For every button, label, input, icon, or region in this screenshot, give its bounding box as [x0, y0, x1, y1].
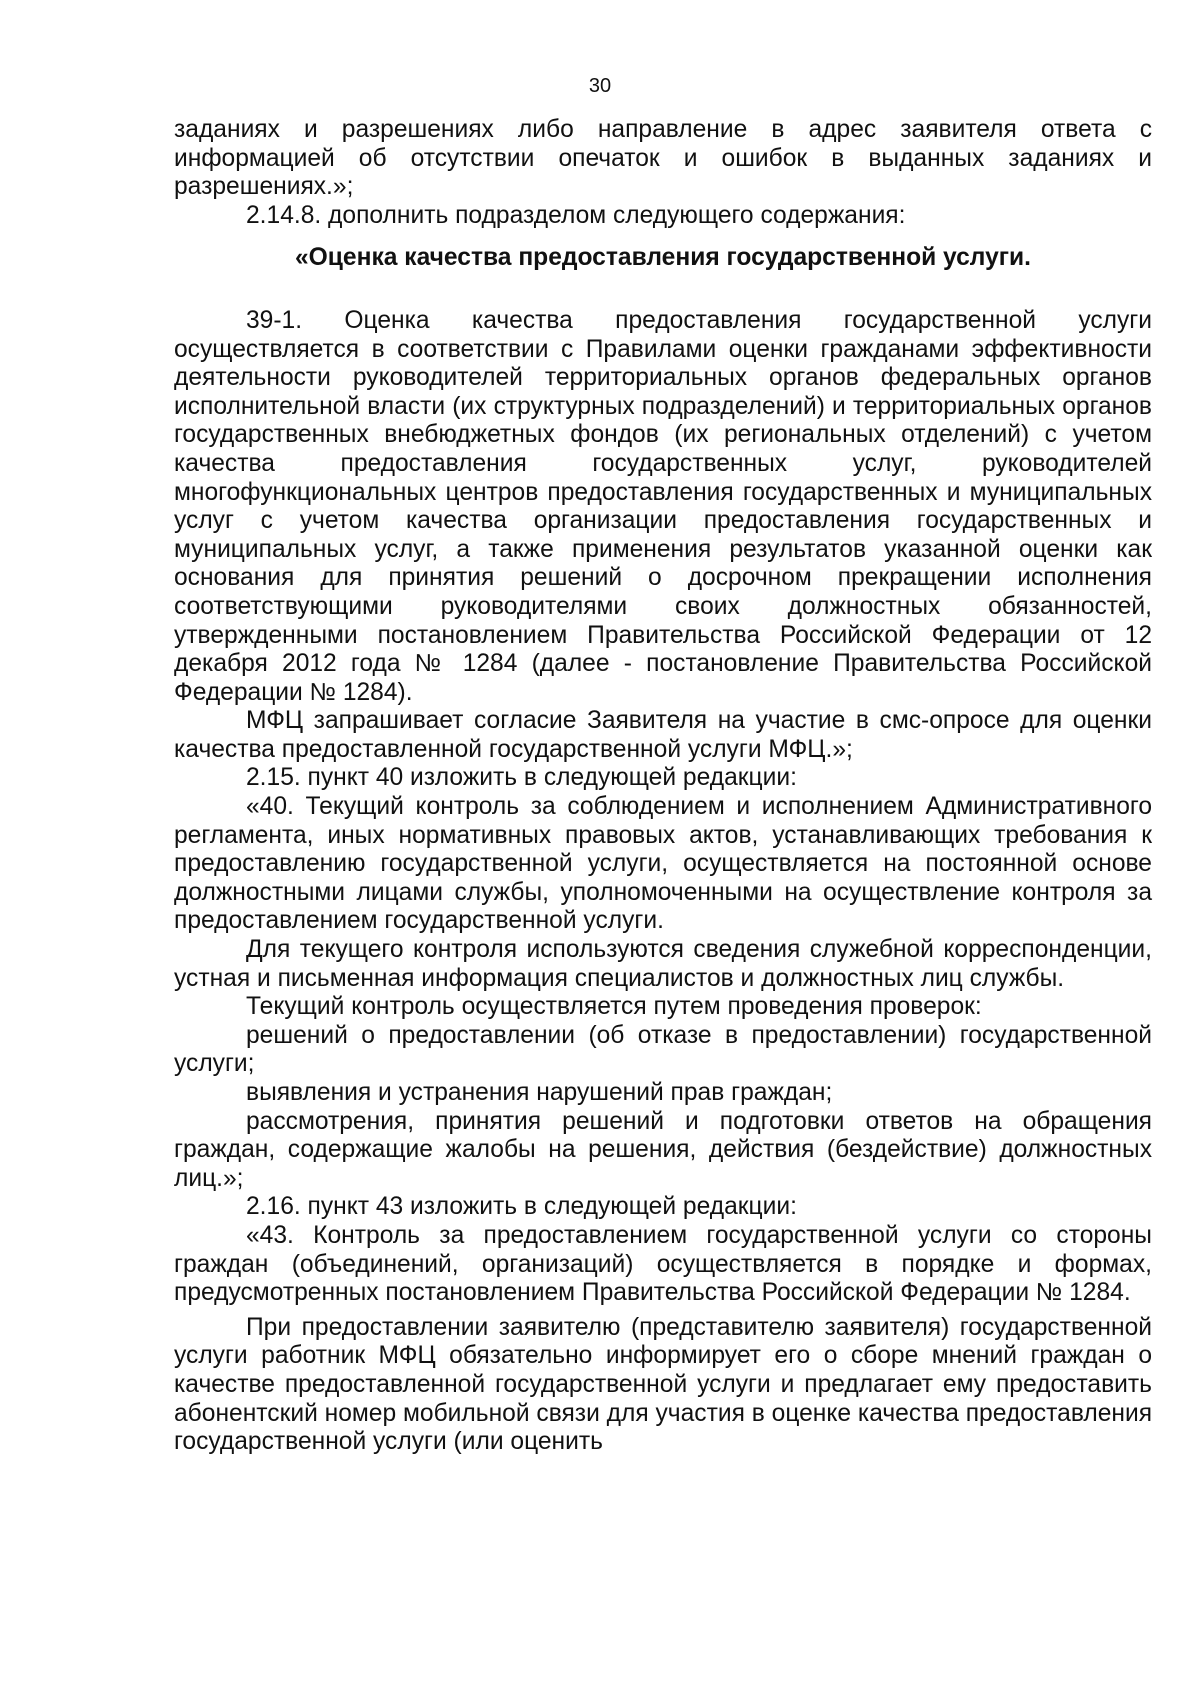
paragraph-check-3: рассмотрения, принятия решений и подготовки ответов на обращения граждан, содержащие жалобы на решения, действия (бездействие) должностных лиц.»; — [174, 1107, 1152, 1192]
section-heading: «Оценка качества предоставления государственной услуги. — [295, 244, 1031, 272]
paragraph-2-14-8: 2.14.8. дополнить подразделом следующего содержания: — [246, 201, 906, 229]
paragraph-continuation: заданиях и разрешениях либо направление в адрес заявителя ответа с информацией об отсутствии опечаток и ошибок в выданных заданиях и разрешениях.»; — [174, 116, 1152, 201]
paragraph-43: «43. Контроль за предоставлением государственной услуги со стороны граждан (объединений, организаций) осуществляется в порядке и формах, предусмотренных постановлением Правительства Российской Федерации № 1284. — [174, 1221, 1152, 1307]
document-body — [174, 116, 1152, 1457]
paragraph-control-checks: Текущий контроль осуществляется путем проведения проверок: — [246, 993, 982, 1021]
paragraph-control-info: Для текущего контроля используются сведения служебной корреспонденции, устная и письменная информация специалистов и должностных лиц службы. — [174, 936, 1152, 992]
paragraph-39-1: 39-1. Оценка качества предоставления государственной услуги осуществляется в соответствии с Правилами оценки гражданами эффективности деятельности руководителей территориальных органов федеральных органов исполнительной власти (их структурных подразделений) и территориальных органов государственных внебюджетных фондов (их региональных отделений) с учетом качества предоставления государственных услуг, руководителей многофункциональных центров предоставления государственных и муниципальных услуг с учетом качества организации предоставления государственных и муниципальных услуг, а также применения результатов указанной оценки как основания для принятия решений о досрочном прекращении исполнения соответствующими руководителями своих должностных обязанностей, утвержденными постановлением Правительства Российской Федерации от 12 декабря 2012 года № 1284 (далее - постановление Правительства Российской Федерации № 1284). — [174, 306, 1152, 706]
paragraph-check-2: выявления и устранения нарушений прав граждан; — [246, 1079, 833, 1106]
page-number: 30 — [588, 75, 612, 97]
paragraph-mfc-inform: При предоставлении заявителю (представителю заявителя) государственной услуги работник МФЦ обязательно информирует его о сборе мнений граждан о качестве предоставленной государственной услуги и предлагает ему предоставить абонентский номер мобильной связи для участия в оценке качества предоставления государственной услуги (или оценить — [174, 1313, 1153, 1456]
paragraph-check-1: решений о предоставлении (об отказе в предоставлении) государственной услуги; — [174, 1021, 1152, 1078]
paragraph-2-16: 2.16. пункт 43 изложить в следующей редакции: — [246, 1193, 797, 1221]
spacer — [174, 273, 1152, 307]
paragraph-2-15: 2.15. пункт 40 изложить в следующей редакции: — [246, 764, 797, 792]
paragraph-40: «40. Текущий контроль за соблюдением и исполнением Административного регламента, иных нормативных правовых актов, устанавливающих требования к предоставлению государственной услуги, осуществляется на постоянной основе должностными лицами службы, уполномоченными на осуществление контроля за предоставлением государственной услуги. — [174, 793, 1152, 935]
paragraph-mfc-sms: МФЦ запрашивает согласие Заявителя на участие в смс-опросе для оценки качества предоставленной государственной услуги МФЦ.»; — [174, 707, 1152, 763]
